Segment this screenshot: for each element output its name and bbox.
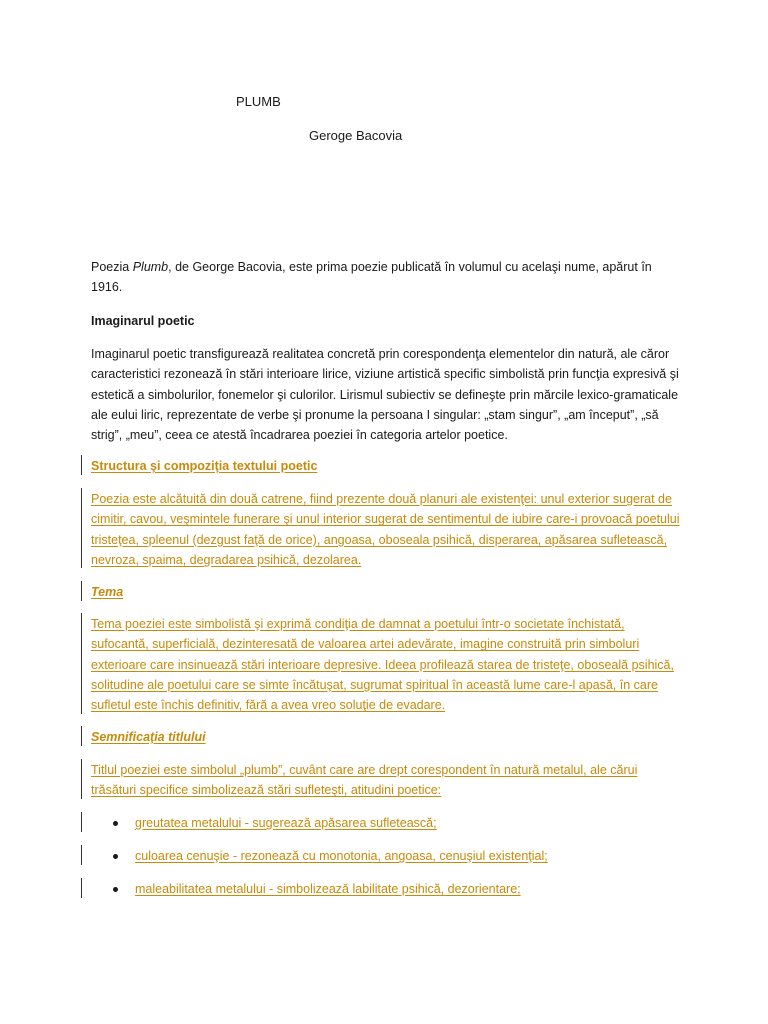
bullet-icon	[113, 854, 118, 859]
list-item-text: greutatea metalului - sugerează apăsarea sufletească;	[135, 816, 437, 830]
imaginar-paragraph: Imaginarul poetic transfigurează realitatea concretă prin corespondenţa elementelor din natură, ale căror caracteristici rezonează în stări interioare lirice, viziune artistică specific simbolistă prin funcţia expresivă şi estetică a simbolurilor, fonemelor şi culorilor. Lirismul subiectiv se defineşte prin mărcile lexico-gramaticale ale eului liric, reprezentate de verbe şi pronume la persoana I singular: „stam singur”, „am început”, „să strig”, „meu”, ceea ce atestă încadrarea poeziei în categoria artelor poetice.	[91, 347, 679, 443]
change-bar	[81, 488, 82, 568]
list-item-text: culoarea cenuşie - rezonează cu monotonia, angoasa, cenuşiul existenţial;	[135, 849, 548, 863]
bullet-icon	[113, 887, 118, 892]
intro-text-start: Poezia	[91, 260, 133, 274]
semnificatia-heading: Semnificaţia titlului	[91, 730, 206, 744]
document-author: Geroge Bacovia	[309, 128, 403, 143]
list-item	[113, 879, 521, 899]
change-bar	[81, 812, 82, 832]
list-item-text: maleabilitatea metalului - simbolizează labilitate psihică, dezorientare;	[135, 882, 521, 896]
structura-paragraph: Poezia este alcătuită din două catrene, fiind prezente două planuri ale existenţei: unul exterior sugerat de cimitir, cavou, veşmintele funerare şi unul interior sugerat de sentimentul de iubire care-i provoacă poetului tristeţea, spleenul (dezgust faţă de orice), angoasa, oboseala psihică, disperarea, apăsarea sufletească, nevroza, spaima, degradarea psihică, dezolarea.	[91, 492, 680, 567]
structura-heading: Structura şi compoziţia textului poetic	[91, 459, 318, 473]
change-bar	[81, 878, 82, 898]
change-bar	[81, 759, 82, 799]
document-title: PLUMB	[236, 94, 281, 109]
intro-text-end: , de George Bacovia, este prima poezie publicată în volumul cu acelaşi nume, apărut în 1916.	[91, 260, 652, 295]
intro-poem-title: Plumb	[132, 260, 169, 274]
tema-heading: Tema	[91, 585, 124, 599]
change-bar	[81, 613, 82, 714]
change-bar	[81, 581, 82, 601]
intro-paragraph	[91, 257, 681, 298]
list-item	[113, 846, 548, 866]
change-bar	[81, 845, 82, 865]
bullet-icon	[113, 821, 118, 826]
imaginar-heading: Imaginarul poetic	[91, 314, 195, 328]
change-bar	[81, 455, 82, 475]
tema-paragraph: Tema poeziei este simbolistă şi exprimă condiţia de damnat a poetului într-o societate închistată, sufocantă, superficială, dezinteresată de valoarea artei adevărate, imagine construită prin simboluri exterioare care insinuează stări interioare depresive. Ideea profilează starea de tristeţe, oboseală psihică, solitudine ale poetului care se simte încătuşat, sugrumat spiritual în această lume care-l apasă, în care sufletul este închis definitiv, fără a avea vreo soluţie de evadare.	[91, 617, 674, 713]
list-item	[113, 813, 437, 833]
change-bar	[81, 726, 82, 746]
semnificatia-paragraph: Titlul poeziei este simbolul „plumb”, cuvânt care are drept corespondent în natură metalul, ale cărui trăsături specifice simbolizează stări sufleteşti, atitudini poetice:	[91, 763, 638, 798]
